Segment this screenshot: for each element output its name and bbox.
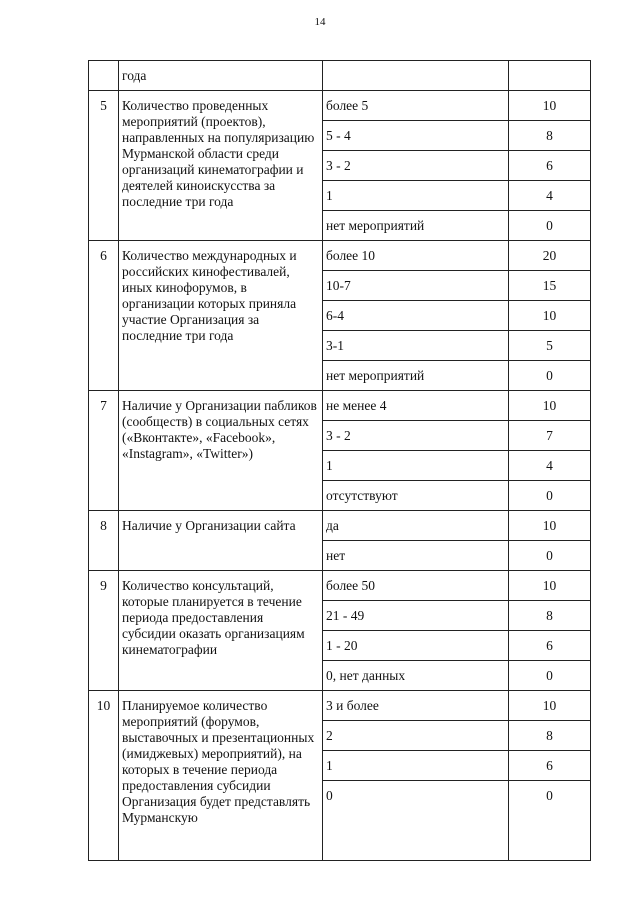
option-points: 20	[509, 241, 591, 271]
option-points: 7	[509, 421, 591, 451]
option-value: нет мероприятий	[323, 211, 509, 241]
option-value: 6-4	[323, 301, 509, 331]
option-value: 3 и более	[323, 691, 509, 721]
option-points: 5	[509, 331, 591, 361]
option-points: 0	[509, 211, 591, 241]
option-points: 8	[509, 601, 591, 631]
option-value: не менее 4	[323, 391, 509, 421]
option-points: 10	[509, 511, 591, 541]
option-value: 1	[323, 751, 509, 781]
option-points: 0	[509, 541, 591, 571]
option-points: 6	[509, 631, 591, 661]
row-number	[89, 61, 119, 91]
row-number: 10	[89, 691, 119, 861]
option-points: 0	[509, 661, 591, 691]
criterion-row	[89, 511, 591, 541]
option-value: 3-1	[323, 331, 509, 361]
option-points: 10	[509, 691, 591, 721]
option-points: 8	[509, 721, 591, 751]
page-number: 14	[314, 16, 326, 28]
option-points: 8	[509, 121, 591, 151]
row-number: 6	[89, 241, 119, 391]
continuation-row	[89, 61, 591, 91]
option-points: 15	[509, 271, 591, 301]
option-value: 3 - 2	[323, 421, 509, 451]
table-body	[89, 61, 591, 861]
criterion-text: Количество проведенных мероприятий (проектов), направленных на популяризацию Мурманской области среди организаций кинематографии и деятелей киноискусства за последние три года	[119, 91, 323, 241]
option-value: 10-7	[323, 271, 509, 301]
criterion-row	[89, 571, 591, 601]
option-points	[509, 61, 591, 91]
option-value: 1	[323, 451, 509, 481]
criterion-row	[89, 91, 591, 121]
row-number: 9	[89, 571, 119, 691]
option-points: 10	[509, 301, 591, 331]
option-value: 1	[323, 181, 509, 211]
criterion-text: Количество консультаций, которые планируется в течение периода предоставления субсидии оказать организациям кинематографии	[119, 571, 323, 691]
option-points: 6	[509, 151, 591, 181]
option-points: 10	[509, 391, 591, 421]
option-points: 4	[509, 181, 591, 211]
criterion-text: Наличие у Организации сайта	[119, 511, 323, 571]
criterion-row	[89, 691, 591, 721]
option-value: отсутствуют	[323, 481, 509, 511]
option-value: 0, нет данных	[323, 661, 509, 691]
option-value	[323, 61, 509, 91]
option-value: 1 - 20	[323, 631, 509, 661]
option-value: 2	[323, 721, 509, 751]
row-number: 5	[89, 91, 119, 241]
option-value: 5 - 4	[323, 121, 509, 151]
option-points: 10	[509, 91, 591, 121]
option-value: нет мероприятий	[323, 361, 509, 391]
option-points: 0	[509, 361, 591, 391]
option-value: 0	[323, 781, 509, 861]
option-points: 6	[509, 751, 591, 781]
criterion-text: Количество международных и российских кинофестивалей, иных кинофорумов, в организации которых приняла участие Организация за последние три года	[119, 241, 323, 391]
row-number: 8	[89, 511, 119, 571]
option-value: нет	[323, 541, 509, 571]
option-value: 21 - 49	[323, 601, 509, 631]
option-points: 4	[509, 451, 591, 481]
option-value: да	[323, 511, 509, 541]
criterion-row	[89, 241, 591, 271]
option-value: более 50	[323, 571, 509, 601]
option-points: 10	[509, 571, 591, 601]
option-value: более 5	[323, 91, 509, 121]
criterion-text: года	[119, 61, 323, 91]
option-points: 0	[509, 481, 591, 511]
criteria-table	[88, 60, 591, 861]
criterion-text: Планируемое количество мероприятий (форумов, выставочных и презентационных (имиджевых) мероприятий), на которых в течение периода предоставления субсидии Организация будет представлять Мурманскую	[119, 691, 323, 861]
option-points: 0	[509, 781, 591, 861]
option-value: 3 - 2	[323, 151, 509, 181]
row-number: 7	[89, 391, 119, 511]
criterion-text: Наличие у Организации пабликов (сообществ) в социальных сетях («Вконтакте», «Facebook», «Instagram», «Twitter»)	[119, 391, 323, 511]
option-value: более 10	[323, 241, 509, 271]
criterion-row	[89, 391, 591, 421]
